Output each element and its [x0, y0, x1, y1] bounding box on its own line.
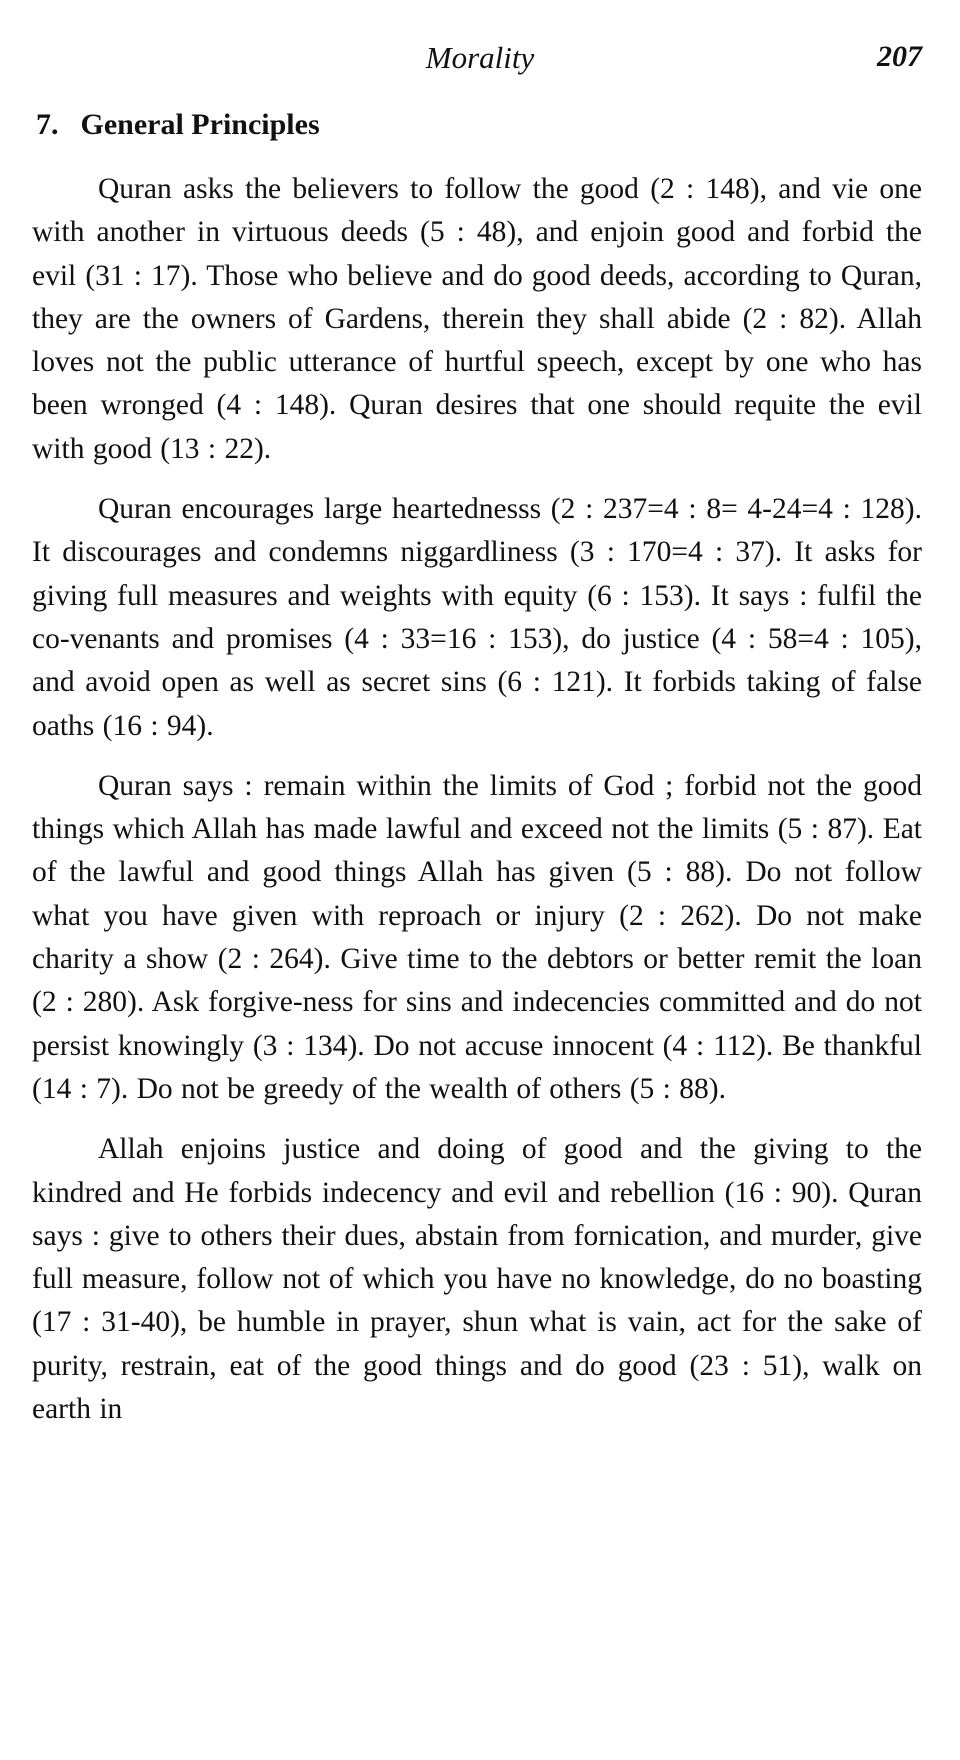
- running-title: Morality: [425, 40, 535, 75]
- paragraph: Allah enjoins justice and doing of good and the giving to the kindred and He forbids indecency and evil and rebellion (16 : 90). Quran says : give to others their dues, abstain from fornication, and murder, give full measure, follow not of which you have no knowledge, do no boasting (17 : 31-40), be humble in prayer, shun what is vain, act for the sake of purity, restrain, eat of the good things and do good (23 : 51), walk on earth in: [32, 1133, 922, 1426]
- running-head: [0, 40, 960, 80]
- section-heading: [36, 108, 320, 142]
- section-number: 7.: [36, 108, 59, 141]
- page-number: 207: [877, 40, 922, 73]
- paragraph: Quran asks the believers to follow the good (2 : 148), and vie one with another in virtuous deeds (5 : 48), and enjoin good and forbid the evil (31 : 17). Those who believe and do good deeds, according to Quran, they are the owners of Gardens, therein they shall abide (2 : 82). Allah loves not the public utterance of hurtful speech, except by one who has been wronged (4 : 148). Quran desires that one should requite the evil with good (13 : 22).: [32, 173, 922, 465]
- paragraph: Quran encourages large heartednesss (2 : 237=4 : 8= 4-24=4 : 128). It discourages and condemns niggardliness (3 : 170=4 : 37). It asks for giving full measures and weights with equity (6 : 153). It says : fulfil the co-venants and promises (4 : 33=16 : 153), do justice (4 : 58=4 : 105), and avoid open as well as secret sins (6 : 121). It forbids taking of false oaths (16 : 94).: [32, 493, 922, 742]
- section-title: General Principles: [80, 108, 320, 141]
- body-text: [32, 168, 922, 1448]
- paragraph: Quran says : remain within the limits of God ; forbid not the good things which Allah has made lawful and exceed not the limits (5 : 87). Eat of the lawful and good things Allah has given (5 : 88). Do not follow what you have given with reproach or injury (2 : 262). Do not make charity a show (2 : 264). Give time to the debtors or better remit the loan (2 : 280). Ask forgive-ness for sins and indecencies committed and do not persist knowingly (3 : 134). Do not accuse innocent (4 : 112). Be thankful (14 : 7). Do not be greedy of the wealth of others (5 : 88).: [32, 769, 922, 1105]
